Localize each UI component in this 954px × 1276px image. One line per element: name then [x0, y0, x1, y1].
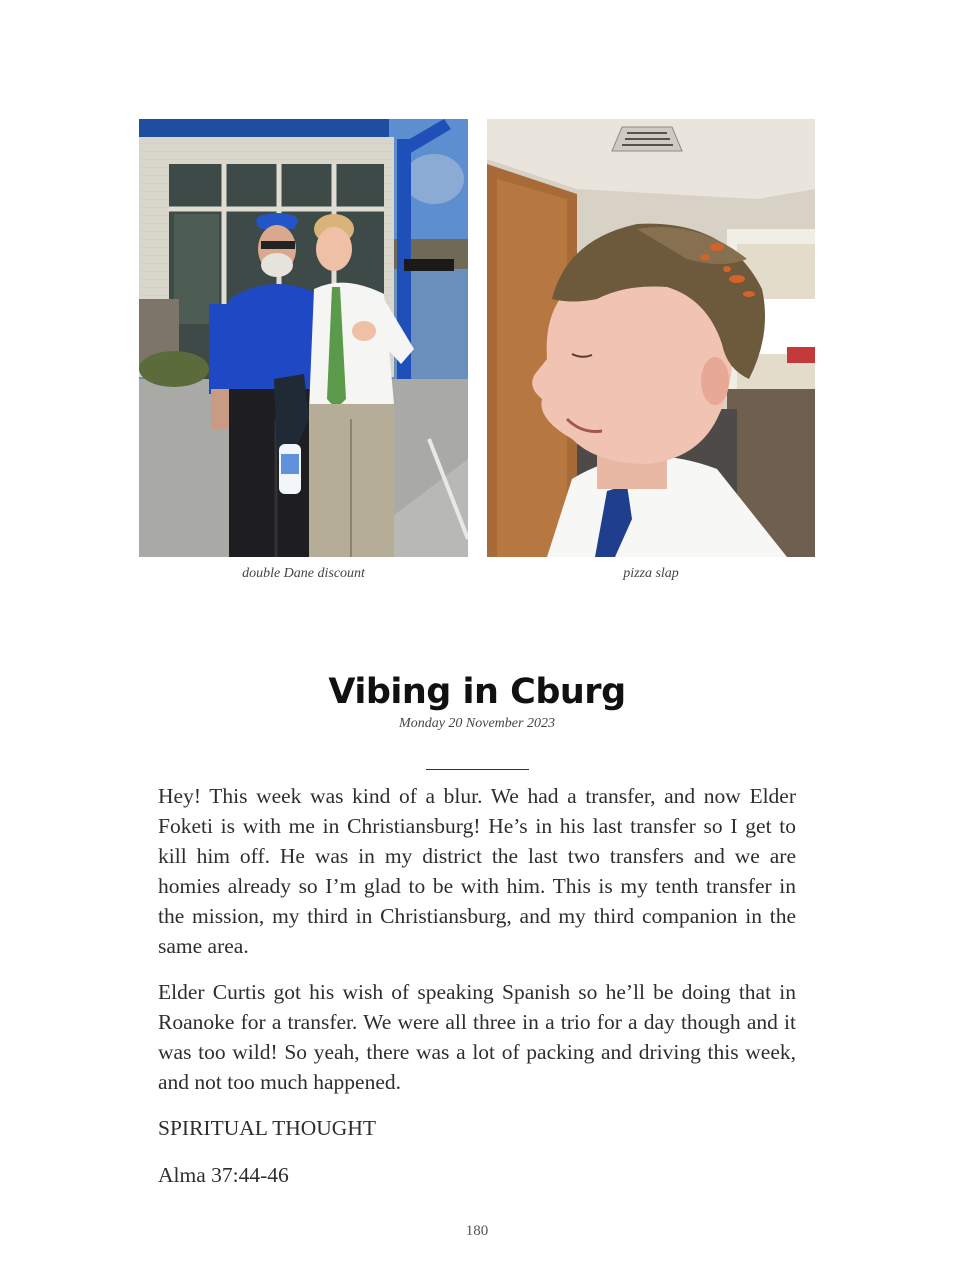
body-paragraph: Hey! This week was kind of a blur. We had a transfer, and now Elder Foketi is with me in Christiansburg! He’s in his last transfer so I get to kill him off. He was in my district the last two transfers and we are homies already so I’m glad to be with him. This is my tenth transfer in the mission, my third in Christiansburg, and my third companion in the same area. [158, 784, 796, 958]
photo-caption-right: pizza slap [623, 566, 679, 581]
photo-caption-left: double Dane discount [242, 566, 365, 581]
section-heading: SPIRITUAL THOUGHT [158, 1116, 376, 1140]
photo-pizza-slap [487, 119, 815, 557]
entry-title: Vibing in Cburg [328, 672, 626, 712]
entry-date: Monday 20 November 2023 [399, 716, 555, 731]
body-paragraph: Elder Curtis got his wish of speaking Spanish so he’ll be doing that in Roanoke for a transfer. We were all three in a trio for a day though and it was too wild! So yeah, there was a lot of packing and driving this week, and not too much happened. [158, 980, 796, 1094]
photo-left-image [139, 119, 468, 557]
scripture-reference: Alma 37:44-46 [158, 1163, 289, 1187]
photo-double-dane-discount [139, 119, 468, 557]
photo-right-image [487, 119, 815, 557]
section-divider [426, 769, 529, 770]
page-number: 180 [465, 1223, 489, 1239]
